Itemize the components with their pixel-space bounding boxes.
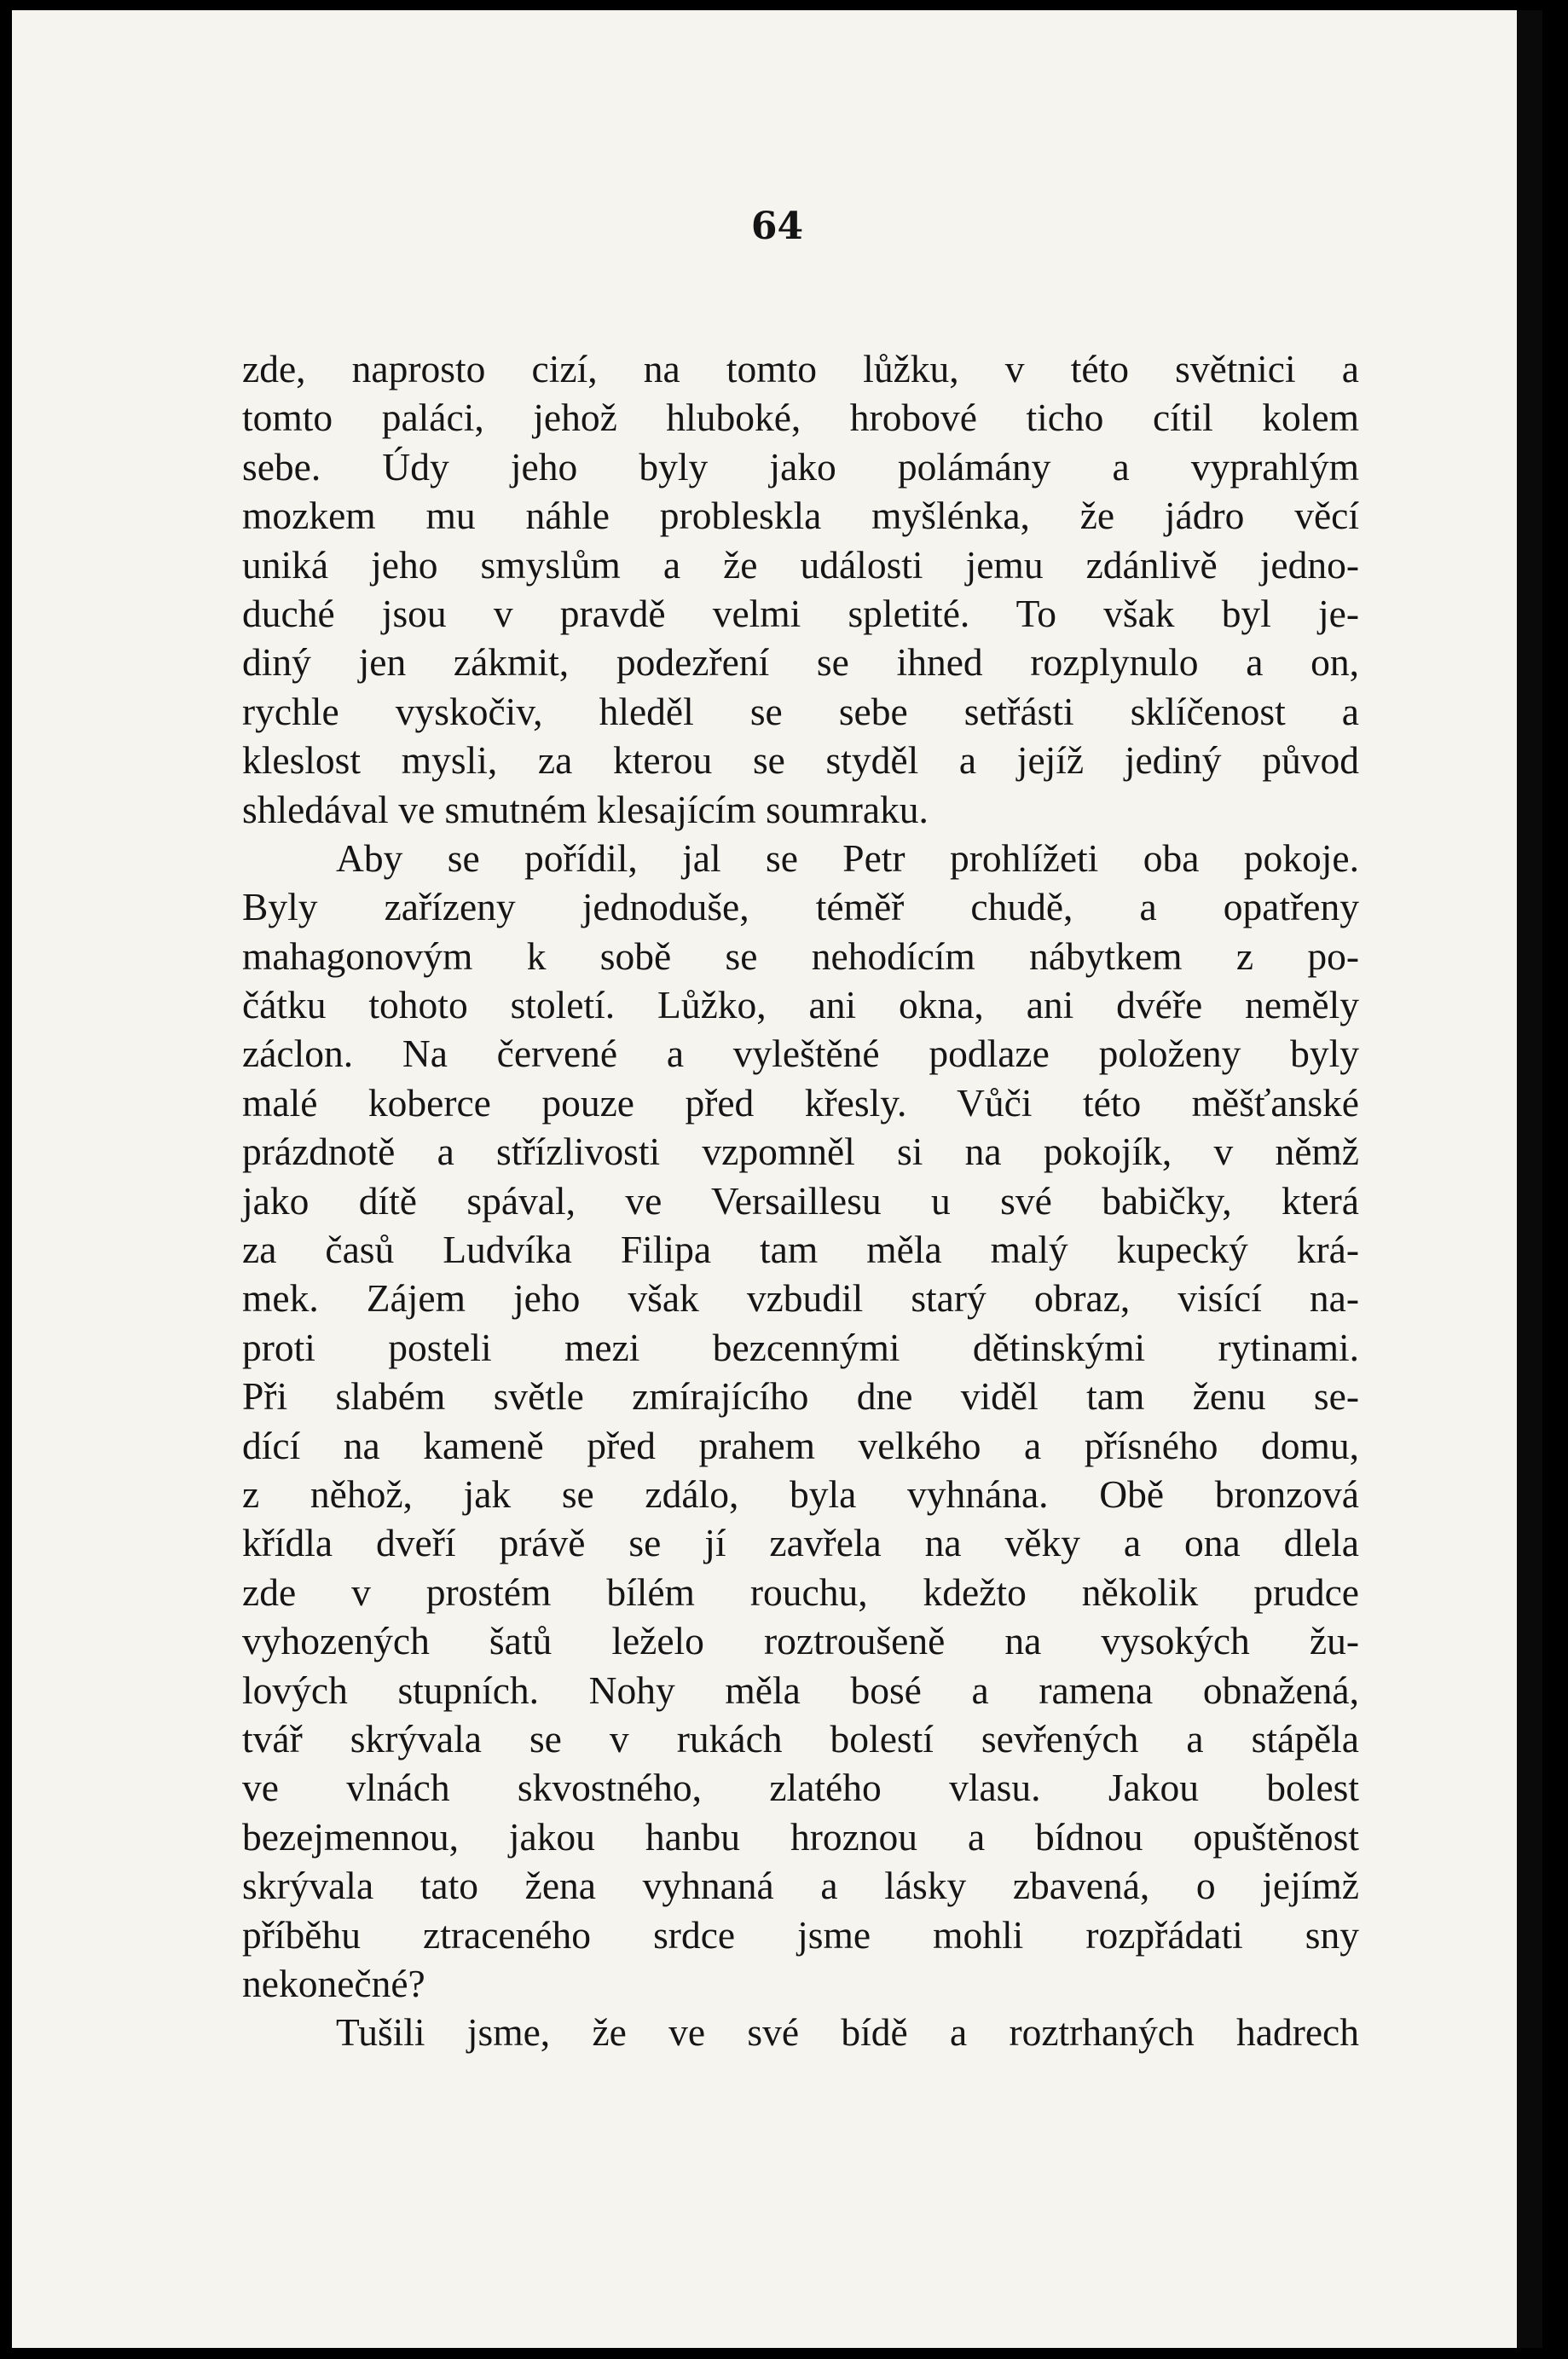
text-line: rychle vyskočiv, hleděl se sebe setřásti sklíčenost a: [242, 689, 1359, 733]
text-line: duché jsou v pravdě velmi spletité. To však byl je-: [242, 591, 1359, 635]
text-line: sebe. Údy jeho byly jako polámány a vyprahlým: [242, 444, 1359, 489]
text-line: mek. Zájem jeho však vzbudil starý obraz, visící na-: [242, 1276, 1359, 1321]
text-line: vyhozených šatů leželo roztroušeně na vysokých žu-: [242, 1619, 1359, 1663]
text-line: mozkem mu náhle probleskla myšlénka, že jádro věcí: [242, 494, 1359, 538]
paragraph-first-line: Tušili jsme, že ve své bídě a roztrhaných hadrech: [336, 2010, 1359, 2055]
text-line: diný jen zákmit, podezření se ihned rozplynulo a on,: [242, 640, 1359, 685]
paragraph-end-line: nekonečné?: [242, 1961, 425, 2005]
page-edge-shadow: [1517, 10, 1542, 2348]
text-line: lových stupních. Nohy měla bosé a ramena obnažená,: [242, 1668, 1359, 1712]
text-line: malé koberce pouze před křesly. Vůči této měšťanské: [242, 1080, 1359, 1125]
body-text: [242, 344, 1359, 2057]
text-line: jako dítě spával, ve Versaillesu u své babičky, která: [242, 1178, 1359, 1223]
text-line: dící na kameně před prahem velkého a přísného domu,: [242, 1423, 1359, 1467]
text-line: proti posteli mezi bezcennými dětinskými rytinami.: [242, 1325, 1359, 1369]
text-line: prázdnotě a střízlivosti vzpomněl si na pokojík, v němž: [242, 1130, 1359, 1174]
text-line: tomto paláci, jehož hluboké, hrobové ticho cítil kolem: [242, 396, 1359, 440]
text-line: čátku tohoto století. Lůžko, ani okna, ani dvéře neměly: [242, 983, 1359, 1027]
paragraph-first-line: Aby se pořídil, jal se Petr prohlížeti oba pokoje.: [336, 835, 1359, 880]
text-line: Byly zařízeny jednoduše, téměř chudě, a opatřeny: [242, 885, 1359, 929]
text-line: zde, naprosto cizí, na tomto lůžku, v této světnici a: [242, 347, 1359, 390]
text-line: záclon. Na červené a vyleštěné podlaze položeny byly: [242, 1032, 1359, 1076]
page-number: 64: [750, 205, 804, 248]
text-line: ve vlnách skvostného, zlatého vlasu. Jakou bolest: [242, 1766, 1359, 1810]
text-line: tvář skrývala se v rukách bolestí sevřených a stápěla: [242, 1716, 1359, 1761]
text-line: příběhu ztraceného srdce jsme mohli rozpřádati sny: [242, 1912, 1359, 1957]
text-line: mahagonovým k sobě se nehodícím nábytkem z po-: [242, 934, 1359, 978]
text-line: bezejmennou, jakou hanbu hroznou a bídnou opuštěnost: [242, 1814, 1359, 1859]
text-line: zde v prostém bílém rouchu, kdežto několik prudce: [242, 1570, 1359, 1614]
book-page: [12, 10, 1542, 2348]
text-line: skrývala tato žena vyhnaná a lásky zbavená, o jejímž: [242, 1864, 1359, 1908]
text-line: Při slabém světle zmírajícího dne viděl tam ženu se-: [242, 1374, 1359, 1419]
text-line: z něhož, jak se zdálo, byla vyhnána. Obě bronzová: [242, 1471, 1359, 1516]
text-line: křídla dveří právě se jí zavřela na věky a ona dlela: [242, 1521, 1359, 1565]
text-line: kleslost mysli, za kterou se styděl a jejíž jediný původ: [242, 738, 1359, 783]
text-line: za časů Ludvíka Filipa tam měla malý kupecký krá-: [242, 1228, 1359, 1272]
text-line: uniká jeho smyslům a že události jemu zdánlivě jedno-: [242, 542, 1359, 587]
paragraph-end-line: shledával ve smutném klesajícím soumraku.: [242, 787, 929, 831]
